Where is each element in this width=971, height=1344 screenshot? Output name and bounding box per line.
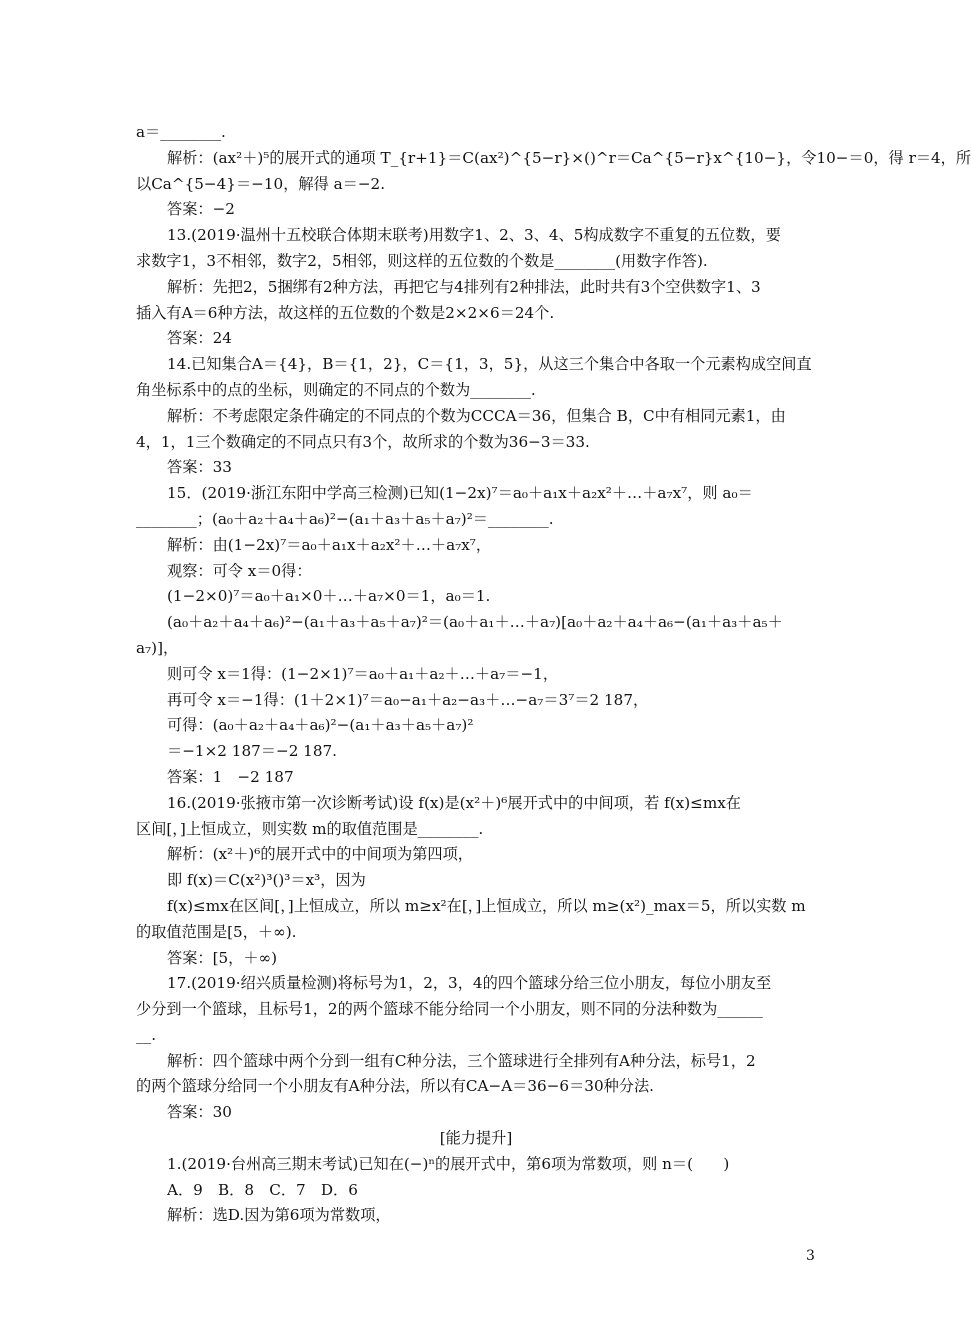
text-line: __. [136,1025,157,1044]
text-line: 可得：(a₀＋a₂＋a₄＋a₆)²−(a₁＋a₃＋a₅＋a₇)² [167,716,474,735]
text-line: 解析：选D.因为第6项为常数项， [167,1206,391,1225]
text-line: 的取值范围是[5，＋∞). [136,922,297,941]
text-line: 区间[，]上恒成立，则实数 m的取值范围是________. [136,819,484,838]
text-line: (1−2×0)⁷＝a₀＋a₁×0＋…＋a₇×0＝1，a₀＝1. [167,587,491,606]
text-line: 再可令 x＝−1得：(1＋2×1)⁷＝a₀−a₁＋a₂−a₃＋…−a₇＝3⁷＝2 187， [167,690,649,709]
text-line: 少分到一个篮球，且标号1，2的两个篮球不能分给同一个小朋友，则不同的分法种数为______ [136,1000,763,1019]
text-line: 1.(2019·台州高三期末考试)已知在(−)ⁿ的展开式中，第6项为常数项，则 n＝( ) [167,1154,730,1173]
text-line: 解析：先把2，5捆绑有2种方法，再把它与4排列有2种排法，此时共有3个空供数字1、3 [167,277,761,296]
document-page [136,120,971,1229]
section-heading: [能力提升] [439,1129,513,1148]
text-line: 观察：可令 x＝0得： [167,561,312,580]
text-line: ________；(a₀＋a₂＋a₄＋a₆)²−(a₁＋a₃＋a₅＋a₇)²＝________. [136,509,554,528]
text-line: 角坐标系中的点的坐标，则确定的不同点的个数为________. [136,380,536,399]
text-line: 答案：[5，＋∞) [167,948,278,967]
text-line: 以Ca^{5−4}＝−10，解得 a＝−2. [136,174,386,193]
text-line: 解析：(ax²＋)⁵的展开式的通项 T_{r+1}＝C(ax²)^{5−r}×()^r＝Ca^{5−r}x^{10−}，令10−＝0，得 r＝4，所 [167,148,971,167]
text-line: 答案：1 −2 187 [167,767,294,786]
text-line: 插入有A＝6种方法，故这样的五位数的个数是2×2×6＝24个. [136,303,555,322]
text-line: 14.已知集合A＝{4}，B＝{1，2}，C＝{1，3，5}，从这三个集合中各取一个元素构成空间直 [167,355,812,374]
text-line: a＝________. [136,123,226,141]
text-line: 即 f(x)＝C(x²)³()³＝x³，因为 [167,871,366,890]
text-line: (a₀＋a₂＋a₄＋a₆)²−(a₁＋a₃＋a₅＋a₇)²＝(a₀＋a₁＋…＋a₇)[a₀＋a₂＋a₄＋a₆−(a₁＋a₃＋a₅＋ [167,613,783,632]
text-line: 答案：−2 [167,200,235,219]
text-line: 4，1，1三个数确定的不同点只有3个，故所求的个数为36−3＝33. [136,432,590,451]
text-line: 解析：四个篮球中两个分到一组有C种分法，三个篮球进行全排列有A种分法，标号1，2 [167,1051,756,1070]
text-line: 答案：30 [167,1103,232,1122]
text-line: 16.(2019·张掖市第一次诊断考试)设 f(x)是(x²＋)⁶展开式中的中间项，若 f(x)≤mx在 [167,793,741,812]
text-line: 15．(2019·浙江东阳中学高三检测)已知(1−2x)⁷＝a₀＋a₁x＋a₂x²＋…＋a₇x⁷，则 a₀＝ [167,484,753,503]
text-line: 的两个篮球分给同一个小朋友有A种分法，所以有CA−A＝36−6＝30种分法. [136,1077,654,1096]
text-line: 13.(2019·温州十五校联合体期末联考)用数字1、2、3、4、5构成数字不重复的五位数，要 [167,226,781,245]
text-line: 则可令 x＝1得：(1−2×1)⁷＝a₀＋a₁＋a₂＋…＋a₇＝−1， [167,664,559,683]
text-line: ＝−1×2 187＝−2 187. [167,742,337,761]
text-line: 17.(2019·绍兴质量检测)将标号为1，2，3，4的四个篮球分给三位小朋友，每位小朋友至 [167,974,772,993]
text-line: A．9 B．8 C．7 D．6 [167,1180,358,1199]
text-line: 答案：24 [167,329,232,348]
text-line: 解析：由(1−2x)⁷＝a₀＋a₁x＋a₂x²＋…＋a₇x⁷， [167,535,492,554]
text-line: a₇)]， [136,638,179,657]
page-number: 3 [806,1248,815,1264]
text-line: 答案：33 [167,458,232,477]
text-line: 解析：(x²＋)⁶的展开式中的中间项为第四项， [167,845,473,864]
text-line: 求数字1，3不相邻，数字2，5相邻，则这样的五位数的个数是________(用数字作答). [136,251,708,270]
text-line: 解析：不考虑限定条件确定的不同点的个数为CCCA＝36，但集合 B，C中有相同元素1，由 [167,406,786,425]
text-line: f(x)≤mx在区间[，]上恒成立，所以 m≥x²在[，]上恒成立，所以 m≥(x²)_max＝5，所以实数 m [167,896,806,915]
